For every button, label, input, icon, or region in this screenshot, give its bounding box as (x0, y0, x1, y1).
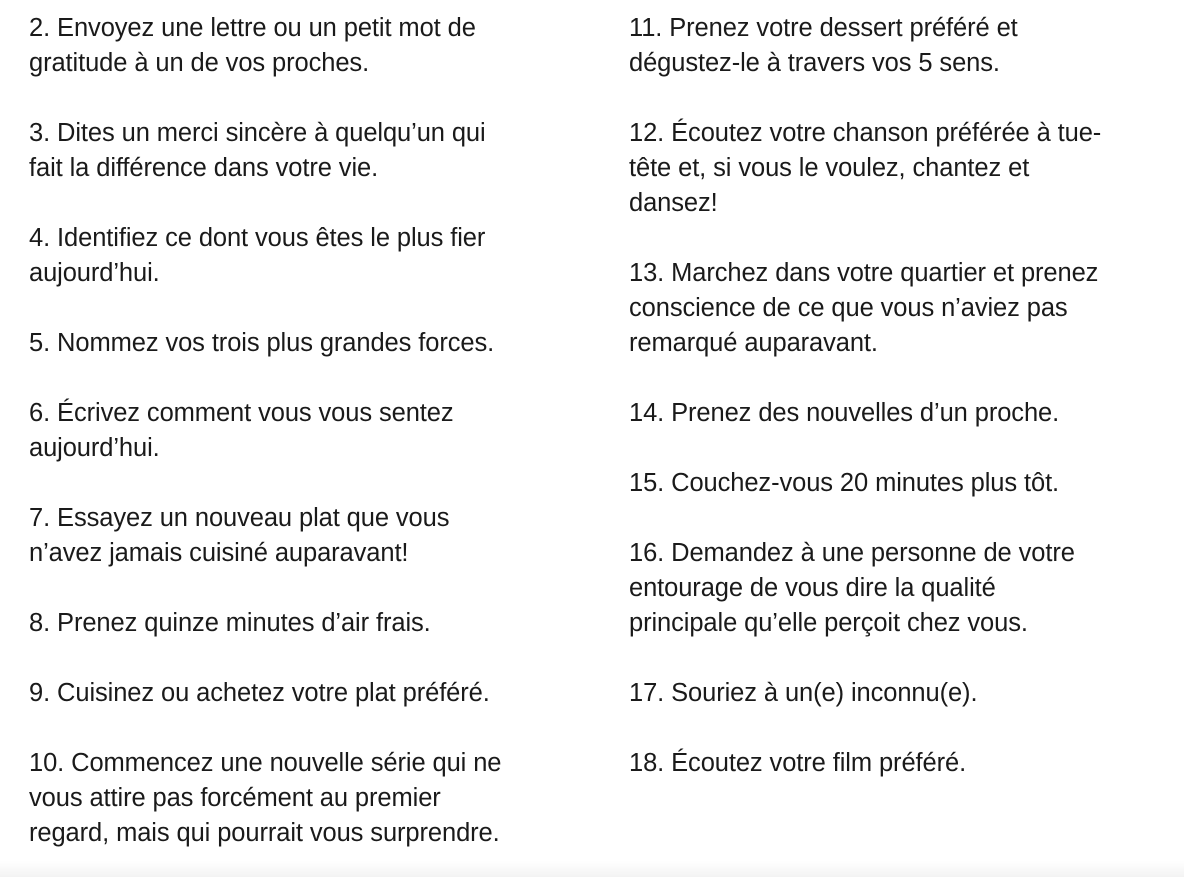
bottom-edge-shadow (0, 861, 1184, 877)
list-item-line: 4. Identifiez ce dont vous êtes le plus fier (29, 224, 486, 252)
list-item (629, 676, 1169, 711)
list-item-line: aujourd’hui. (29, 434, 160, 462)
list-item (29, 676, 589, 711)
list-item (629, 11, 1169, 81)
right-column (629, 11, 1169, 816)
list-item-line: aujourd’hui. (29, 259, 160, 287)
list-item (629, 116, 1169, 221)
list-item-line: 7. Essayez un nouveau plat que vous (29, 504, 450, 532)
left-column (29, 11, 589, 877)
list-item-line: 2. Envoyez une lettre ou un petit mot de (29, 14, 476, 42)
list-item-line: 3. Dites un merci sincère à quelqu’un qui (29, 119, 486, 147)
list-item-line: regard, mais qui pourrait vous surprendre. (29, 819, 500, 847)
list-item (629, 466, 1169, 501)
list-item (29, 606, 589, 641)
list-item-line: gratitude à un de vos proches. (29, 49, 370, 77)
list-item-line: 9. Cuisinez ou achetez votre plat préféré. (29, 679, 490, 707)
list-item (29, 746, 589, 851)
list-item (629, 536, 1169, 641)
list-item (29, 326, 589, 361)
list-item (629, 746, 1169, 781)
list-item-line: 5. Nommez vos trois plus grandes forces. (29, 329, 495, 357)
list-item (29, 396, 589, 466)
list-item-line: n’avez jamais cuisiné auparavant! (29, 539, 409, 567)
list-item (629, 256, 1169, 361)
list-item-line: 16. Demandez à une personne de votre (629, 539, 1075, 567)
list-item-line: tête et, si vous le voulez, chantez et (629, 154, 1030, 182)
list-item (29, 501, 589, 571)
list-item-line: vous attire pas forcément au premier (29, 784, 441, 812)
list-item-line: 12. Écoutez votre chanson préférée à tue- (629, 119, 1102, 147)
list-item-line: conscience de ce que vous n’aviez pas (629, 294, 1068, 322)
list-item-line: 10. Commencez une nouvelle série qui ne (29, 749, 502, 777)
list-item-line: 13. Marchez dans votre quartier et prenez (629, 259, 1099, 287)
list-item-line: entourage de vous dire la qualité (629, 574, 996, 602)
list-item-line: fait la différence dans votre vie. (29, 154, 379, 182)
list-item-line: principale qu’elle perçoit chez vous. (629, 609, 1028, 637)
list-item-line: remarqué auparavant. (629, 329, 878, 357)
list-item (629, 396, 1169, 431)
list-item-line: dégustez-le à travers vos 5 sens. (629, 49, 1000, 77)
list-item (29, 11, 589, 81)
list-item (29, 116, 589, 186)
list-item-line: 15. Couchez-vous 20 minutes plus tôt. (629, 469, 1060, 497)
list-item-line: 8. Prenez quinze minutes d’air frais. (29, 609, 431, 637)
list-item (29, 221, 589, 291)
list-item-line: dansez! (629, 189, 718, 217)
list-item-line: 11. Prenez votre dessert préféré et (629, 14, 1018, 42)
list-item-line: 18. Écoutez votre film préféré. (629, 749, 967, 777)
list-item-line: 14. Prenez des nouvelles d’un proche. (629, 399, 1060, 427)
list-item-line: 17. Souriez à un(e) inconnu(e). (629, 679, 978, 707)
list-item-line: 6. Écrivez comment vous vous sentez (29, 399, 454, 427)
